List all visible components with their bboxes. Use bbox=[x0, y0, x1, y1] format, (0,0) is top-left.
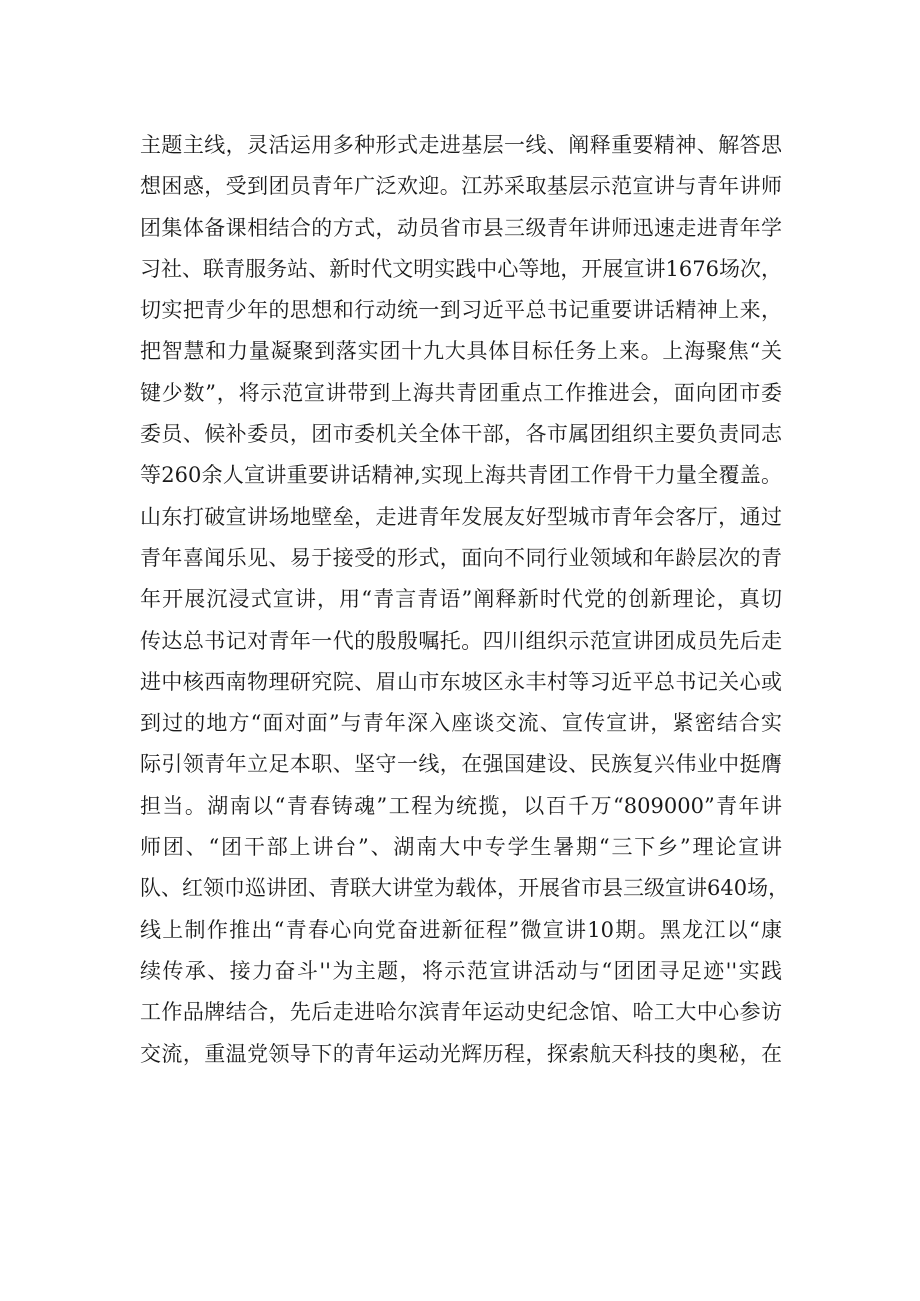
text-line: 切实把青少年的思想和行动统一到习近平总书记重要讲话精神上来， bbox=[140, 298, 782, 323]
text-line: 进中核西南物理研究院、眉山市东坡区永丰村等习近平总书记关心或 bbox=[140, 669, 782, 694]
text-line: 习社、联青服务站、新时代文明实践中心等地，开展宣讲1676场次， bbox=[140, 256, 782, 281]
text-line: 山东打破宣讲场地壁垒，走进青年发展友好型城市青年会客厅，通过 bbox=[140, 504, 782, 529]
text-line: 担当。湖南以“青春铸魂”工程为统揽，以百千万“809000”青年讲 bbox=[140, 793, 782, 818]
text-line: 把智慧和力量凝聚到落实团十九大具体目标任务上来。上海聚焦“关 bbox=[140, 339, 782, 364]
text-line: 键少数”，将示范宣讲带到上海共青团重点工作推进会，面向团市委 bbox=[140, 380, 782, 405]
text-line: 团集体备课相结合的方式，动员省市县三级青年讲师迅速走进青年学 bbox=[140, 215, 782, 240]
text-line: 年开展沉浸式宣讲，用“青言青语”阐释新时代党的创新理论，真切 bbox=[140, 587, 782, 612]
body-paragraph bbox=[140, 125, 790, 1075]
text-line: 青年喜闻乐见、易于接受的形式，面向不同行业领域和年龄层次的青 bbox=[140, 545, 782, 570]
text-line: 等260余人宣讲重要讲话精神,实现上海共青团工作骨干力量全覆盖。 bbox=[140, 463, 782, 488]
text-line: 工作品牌结合，先后走进哈尔滨青年运动史纪念馆、哈工大中心参访 bbox=[140, 1000, 782, 1025]
text-line: 师团、“团干部上讲台”、湖南大中专学生暑期“三下乡”理论宣讲 bbox=[140, 835, 782, 860]
text-line: 传达总书记对青年一代的殷殷嘱托。四川组织示范宣讲团成员先后走 bbox=[140, 628, 782, 653]
text-line: 交流，重温党领导下的青年运动光辉历程，探索航天科技的奥秘，在 bbox=[140, 1041, 782, 1066]
text-line: 想困惑，受到团员青年广泛欢迎。江苏采取基层示范宣讲与青年讲师 bbox=[140, 174, 782, 199]
text-line: 主题主线，灵活运用多种形式走进基层一线、阐释重要精神、解答思 bbox=[140, 133, 782, 157]
text-line: 续传承、接力奋斗''为主题，将示范宣讲活动与“团团寻足迹''实践 bbox=[140, 958, 782, 983]
text-line: 际引领青年立足本职、坚守一线，在强国建设、民族复兴伟业中挺膺 bbox=[140, 752, 782, 777]
text-line: 线上制作推出“青春心向党奋进新征程”微宣讲10期。黑龙江以“康 bbox=[140, 917, 782, 942]
text-line: 到过的地方“面对面”与青年深入座谈交流、宣传宣讲，紧密结合实 bbox=[140, 711, 782, 736]
text-line: 队、红领巾巡讲团、青联大讲堂为载体，开展省市县三级宣讲640场， bbox=[140, 876, 790, 901]
text-line: 委员、候补委员，团市委机关全体干部，各市属团组织主要负责同志 bbox=[140, 422, 782, 447]
